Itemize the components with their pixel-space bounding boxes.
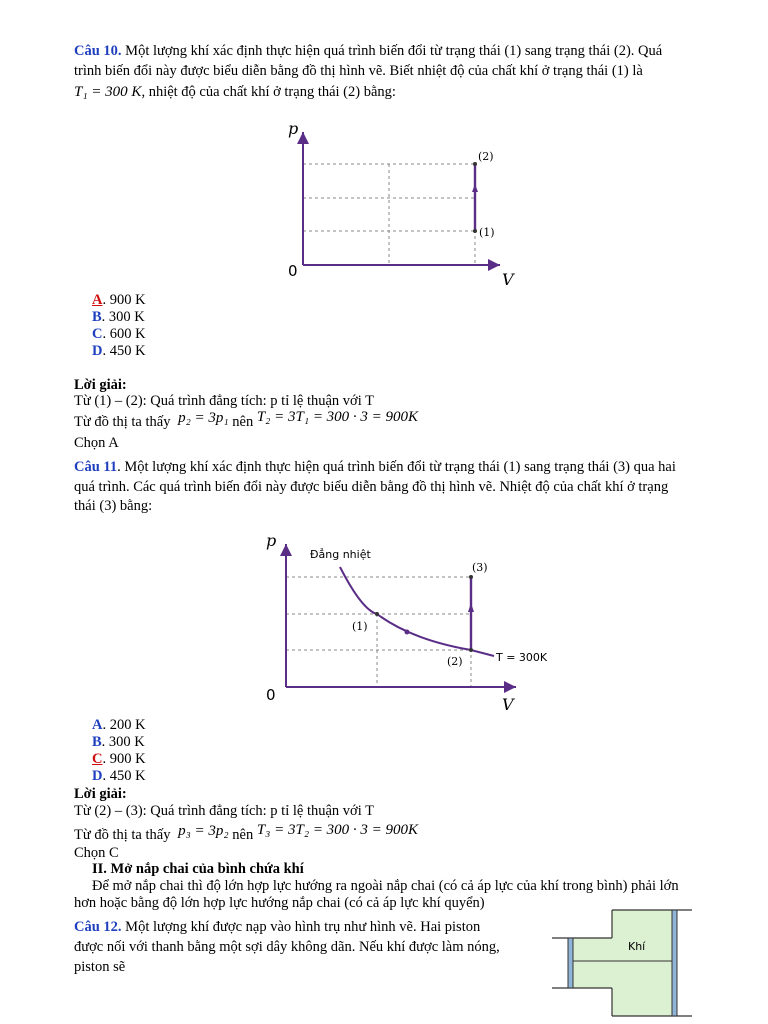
q10-option-c: C. 600 K	[92, 326, 146, 342]
q10-state2-label: (2)	[478, 150, 494, 163]
q11-line2: quá trình. Các quá trình biến đổi này được biểu diễn bằng đồ thị hình vẽ. Nhiệt độ của chất khí ở trạng	[74, 479, 669, 495]
q11-pv-graph	[262, 530, 562, 715]
q11-math-p: p₃ = 3p₂	[178, 823, 229, 839]
q11-option-b: B. 300 K	[92, 734, 145, 750]
q11-state2-label: (2)	[447, 655, 463, 668]
q11-line1: Câu 11. Một lượng khí xác định thực hiện quá trình biến đổi từ trạng thái (1) sang trạng thái (3) qua hai	[74, 459, 676, 475]
q11-state1-dot	[375, 612, 379, 616]
q10-state1-label: (1)	[479, 226, 495, 239]
q12-right-piston	[672, 910, 677, 1016]
q10-t1-math: T₁ = 300 K	[74, 84, 142, 100]
q11-v-label: V	[502, 695, 514, 714]
q12-left-piston	[568, 938, 573, 988]
q10-solution-line1: Từ (1) – (2): Quá trình đẳng tích: p tỉ lệ thuận với T	[74, 393, 374, 409]
q11-state1-label: (1)	[352, 620, 368, 633]
q10-answer: Chọn A	[74, 435, 119, 451]
q10-line3: T₁ = 300 K, nhiệt độ của chất khí ở trạng thái (2) bằng:	[74, 84, 396, 100]
q11-isotherm-label: Đẳng nhiệt	[310, 548, 371, 561]
q11-answer: Chọn C	[74, 845, 119, 861]
q10-direction-arrow	[472, 184, 478, 192]
q11-temp-label: T = 300K	[496, 651, 548, 664]
q12-gas-label: Khí	[628, 940, 646, 953]
q12-line2: được nối với thanh bằng một sợi dây không dãn. Nếu khí được làm nóng,	[74, 939, 500, 955]
q10-option-d: D. 450 K	[92, 343, 146, 359]
q11-p-label: p	[266, 531, 277, 550]
q11-solution-line1: Từ (2) – (3): Quá trình đẳng tích: p tỉ lệ thuận với T	[74, 803, 374, 819]
q12-gas-region	[572, 910, 672, 1016]
q10-number: Câu 10.	[74, 43, 122, 59]
q10-line2: trình biến đổi này được biểu diễn bằng đồ thị hình vẽ. Biết nhiệt độ của chất khí ở trạng thái (1) là	[74, 63, 643, 79]
q10-solution-title: Lời giải:	[74, 377, 127, 393]
q10-line1: Câu 10. Một lượng khí xác định thực hiện quá trình biến đổi từ trạng thái (1) sang trạng thái (2). Quá	[74, 43, 663, 59]
q11-state2-dot	[469, 648, 473, 652]
q11-math-t: T₃ = 3T₂ = 300 · 3 = 900K	[256, 822, 419, 838]
q10-state2-dot	[473, 162, 477, 166]
q10-origin: 0	[288, 262, 298, 280]
q11-option-d: D. 450 K	[92, 768, 146, 784]
q11-isotherm-arrow	[405, 630, 410, 635]
section2-title: II. Mở nắp chai của bình chứa khí	[92, 861, 304, 877]
q10-solution-line2: Từ đồ thị ta thấy p₂ = 3p₁ nên T₂ = 3T₁ = 300 · 3 = 900K	[74, 409, 419, 430]
q11-number: Câu 11	[74, 459, 118, 475]
q10-pv-graph	[280, 118, 520, 293]
q11-option-c: C. 900 K	[92, 751, 146, 767]
q10-option-a: A. 900 K	[92, 292, 146, 308]
q10-state1-dot	[473, 229, 477, 233]
q11-solution-line2: Từ đồ thị ta thấy p₃ = 3p₂ nên T₃ = 3T₂ = 300 · 3 = 900K	[74, 822, 419, 843]
q10-math-t: T₂ = 3T₁ = 300 · 3 = 900K	[256, 409, 419, 425]
q11-direction-arrow	[468, 603, 474, 612]
q11-option-a: A. 200 K	[92, 717, 146, 733]
q10-option-b: B. 300 K	[92, 309, 145, 325]
q10-v-label: V	[502, 270, 514, 289]
q10-p-label: p	[288, 119, 299, 138]
q11-solution-title: Lời giải:	[74, 786, 127, 802]
q11-state3-dot	[469, 575, 473, 579]
q12-line3: piston sẽ	[74, 959, 126, 975]
q11-origin: 0	[266, 686, 276, 704]
section2-line2: hơn hoặc bằng độ lớn hợp lực hướng nắp chai (có cả áp lực khí quyển)	[74, 895, 485, 911]
q11-state3-label: (3)	[472, 561, 488, 574]
q12-line1: Câu 12. Một lượng khí được nạp vào hình trụ như hình vẽ. Hai piston	[74, 919, 481, 935]
q10-math-p: p₂ = 3p₁	[178, 410, 229, 426]
section2-line1: Để mở nắp chai thì độ lớn hợp lực hướng ra ngoài nắp chai (có cả áp lực của khí trong bình) phải lớn	[92, 878, 679, 894]
q12-cylinder-figure	[552, 908, 700, 1018]
q12-number: Câu 12.	[74, 919, 122, 935]
q11-line3: thái (3) bằng:	[74, 498, 153, 514]
